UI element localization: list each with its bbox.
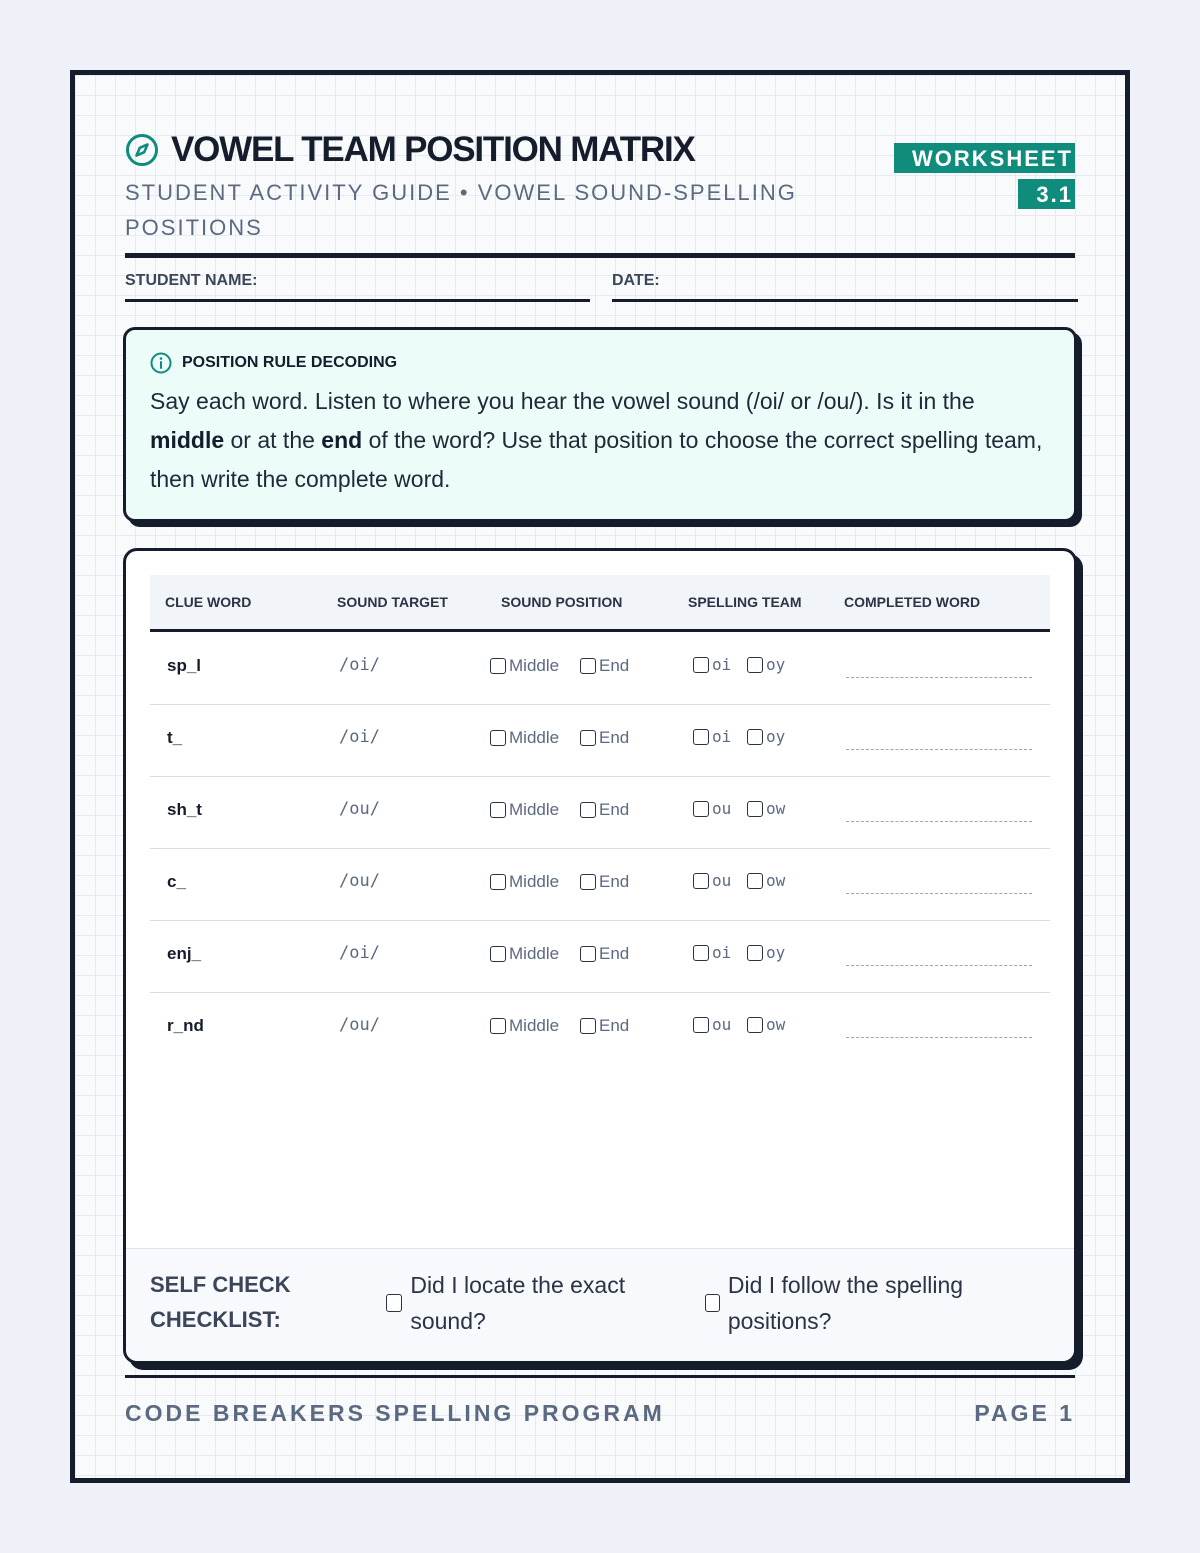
spelling-team-option-a[interactable] [693, 871, 731, 890]
middle-checkbox[interactable] [490, 658, 506, 674]
team-b-label: ow [766, 799, 786, 818]
team-b-checkbox[interactable] [747, 801, 763, 817]
spelling-team-option-a[interactable] [693, 1015, 731, 1034]
table-row [150, 776, 1050, 849]
middle-label: Middle [509, 800, 560, 819]
team-a-label: ou [712, 799, 732, 818]
date-field[interactable] [612, 299, 1078, 302]
end-label: End [599, 800, 630, 819]
clue-word: c_ [167, 872, 186, 891]
middle-checkbox[interactable] [490, 1018, 506, 1034]
completed-word-field[interactable] [846, 965, 1032, 966]
sound-target: /oi/ [339, 943, 380, 963]
info-text-part: of the word? Use that position to choose the correct spelling team, then write the complete word. [150, 427, 1043, 492]
self-check-title: SELF CHECK CHECKLIST: [150, 1272, 291, 1332]
middle-label: Middle [509, 944, 560, 963]
clue-word: enj_ [167, 944, 202, 963]
team-b-label: oy [766, 943, 786, 962]
end-label: End [599, 1016, 630, 1035]
end-label: End [599, 656, 630, 675]
middle-checkbox[interactable] [490, 802, 506, 818]
spelling-team-option-a[interactable] [693, 727, 731, 746]
end-checkbox[interactable] [580, 658, 596, 674]
middle-checkbox[interactable] [490, 730, 506, 746]
self-check-item[interactable] [386, 1267, 676, 1339]
spelling-team-option-b[interactable] [747, 943, 785, 962]
clue-word: r_nd [167, 1016, 204, 1035]
spelling-team-option-b[interactable] [747, 1015, 785, 1034]
header-divider [125, 253, 1075, 258]
self-check-checkbox[interactable] [386, 1294, 402, 1312]
position-end-option[interactable] [580, 656, 629, 676]
sound-target: /oi/ [339, 655, 380, 675]
self-check-section [126, 1248, 1074, 1361]
student-name-label: STUDENT NAME: [125, 272, 258, 289]
middle-label: Middle [509, 728, 560, 747]
position-rule-box [123, 327, 1077, 522]
compass-icon [125, 133, 159, 167]
team-a-checkbox[interactable] [693, 945, 709, 961]
matrix-panel [123, 548, 1077, 1364]
sound-target: /ou/ [339, 871, 380, 891]
info-heading [150, 352, 1050, 374]
team-a-label: oi [712, 943, 732, 962]
clue-word: sp_l [167, 656, 202, 675]
middle-checkbox[interactable] [490, 874, 506, 890]
info-bold-end: end [321, 427, 363, 453]
position-middle-option[interactable] [490, 800, 559, 820]
spelling-team-option-a[interactable] [693, 943, 731, 962]
title-row [125, 130, 695, 170]
team-b-checkbox[interactable] [747, 1017, 763, 1033]
team-b-label: ow [766, 871, 786, 890]
clue-word: sh_t [167, 800, 202, 819]
self-check-text: Did I locate the exact sound? [410, 1272, 626, 1334]
table-row [150, 704, 1050, 777]
spelling-team-option-a[interactable] [693, 799, 731, 818]
end-checkbox[interactable] [580, 730, 596, 746]
page-number: PAGE 1 [974, 1400, 1075, 1426]
page-subtitle: STUDENT ACTIVITY GUIDE • VOWEL SOUND-SPELLING POSITIONS [125, 180, 797, 240]
program-name: CODE BREAKERS SPELLING PROGRAM [125, 1400, 665, 1426]
team-a-label: ou [712, 1015, 732, 1034]
spelling-team-option-b[interactable] [747, 871, 785, 890]
team-a-label: ou [712, 871, 732, 890]
self-check-text: Did I follow the spelling positions? [727, 1272, 964, 1334]
info-bold-middle: middle [150, 427, 225, 453]
worksheet-badge-label: WORKSHEET [894, 143, 1075, 173]
middle-label: Middle [509, 1016, 560, 1035]
end-label: End [599, 944, 630, 963]
position-end-option[interactable] [580, 800, 629, 820]
info-instructions [150, 382, 1050, 499]
completed-word-field[interactable] [846, 677, 1032, 678]
team-b-checkbox[interactable] [747, 729, 763, 745]
position-middle-option[interactable] [490, 656, 559, 676]
team-a-checkbox[interactable] [693, 729, 709, 745]
col-header-clue-word: CLUE WORD [165, 594, 252, 610]
col-header-sound-target: SOUND TARGET [337, 594, 448, 610]
position-middle-option[interactable] [490, 728, 559, 748]
worksheet-page [70, 70, 1130, 1483]
completed-word-field[interactable] [846, 821, 1032, 822]
team-b-label: oy [766, 655, 786, 674]
table-header [150, 575, 1050, 632]
position-end-option[interactable] [580, 728, 629, 748]
worksheet-badge-number: 3.1 [1018, 179, 1075, 209]
table-row [150, 992, 1050, 1064]
info-heading-text: POSITION RULE DECODING [182, 354, 398, 371]
info-icon [150, 352, 172, 374]
team-a-label: oi [712, 655, 732, 674]
end-checkbox[interactable] [580, 1018, 596, 1034]
end-label: End [599, 728, 630, 747]
col-header-spelling-team: SPELLING TEAM [688, 594, 802, 610]
col-header-completed-word: COMPLETED WORD [844, 594, 981, 610]
end-checkbox[interactable] [580, 946, 596, 962]
team-a-label: oi [712, 727, 732, 746]
spelling-team-option-b[interactable] [747, 727, 785, 746]
position-middle-option[interactable] [490, 944, 559, 964]
completed-word-field[interactable] [846, 1037, 1032, 1038]
spelling-team-option-b[interactable] [747, 799, 785, 818]
end-checkbox[interactable] [580, 874, 596, 890]
end-checkbox[interactable] [580, 802, 596, 818]
table-row [150, 632, 1050, 705]
team-b-checkbox[interactable] [747, 873, 763, 889]
completed-word-field[interactable] [846, 893, 1032, 894]
position-end-option[interactable] [580, 872, 629, 892]
position-end-option[interactable] [580, 944, 629, 964]
team-a-checkbox[interactable] [693, 657, 709, 673]
completed-word-field[interactable] [846, 749, 1032, 750]
team-a-checkbox[interactable] [693, 873, 709, 889]
position-end-option[interactable] [580, 1016, 629, 1036]
self-check-checkbox[interactable] [705, 1294, 720, 1312]
team-b-label: oy [766, 727, 786, 746]
student-name-field[interactable] [125, 299, 590, 302]
page-title: VOWEL TEAM POSITION MATRIX [171, 130, 695, 169]
middle-label: Middle [509, 656, 560, 675]
team-b-checkbox[interactable] [747, 945, 763, 961]
spelling-team-option-b[interactable] [747, 655, 785, 674]
middle-label: Middle [509, 872, 560, 891]
info-text-part: Say each word. Listen to where you hear the vowel sound (/oi/ or /ou/). Is it in the [150, 388, 975, 414]
position-middle-option[interactable] [490, 872, 559, 892]
spelling-team-option-a[interactable] [693, 655, 731, 674]
clue-word: t_ [167, 728, 183, 747]
footer-divider [125, 1375, 1075, 1378]
position-middle-option[interactable] [490, 1016, 559, 1036]
middle-checkbox[interactable] [490, 946, 506, 962]
table-row [150, 920, 1050, 993]
team-a-checkbox[interactable] [693, 801, 709, 817]
table-row [150, 848, 1050, 921]
team-a-checkbox[interactable] [693, 1017, 709, 1033]
self-check-item[interactable] [705, 1267, 1005, 1339]
team-b-label: ow [766, 1015, 786, 1034]
sound-target: /oi/ [339, 727, 380, 747]
col-header-sound-position: SOUND POSITION [501, 594, 623, 610]
worksheet-badge [894, 141, 1075, 213]
sound-target: /ou/ [339, 799, 380, 819]
sound-target: /ou/ [339, 1015, 380, 1035]
end-label: End [599, 872, 630, 891]
team-b-checkbox[interactable] [747, 657, 763, 673]
info-text-part: or at the [224, 427, 322, 453]
date-label: DATE: [612, 272, 660, 289]
